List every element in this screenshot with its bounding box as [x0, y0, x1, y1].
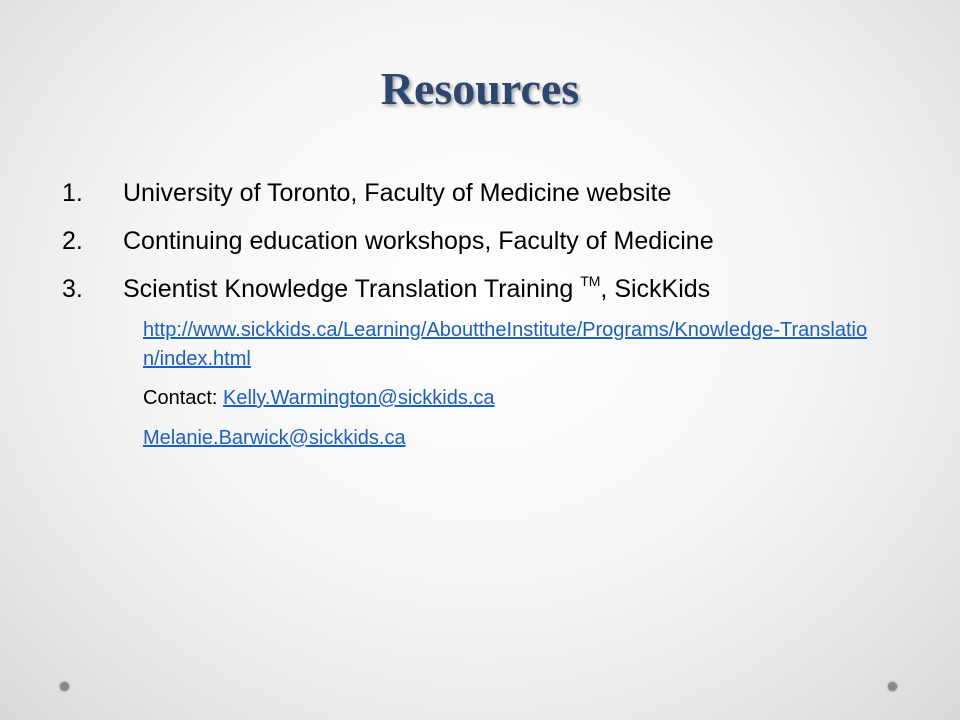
- contact-email-link-2[interactable]: Melanie.Barwick@sickkids.ca: [143, 427, 406, 449]
- item-text-suffix: , SickKids: [600, 275, 711, 303]
- trademark-superscript: TM: [580, 273, 601, 289]
- decorative-dot-left: [60, 682, 69, 691]
- list-item: [62, 224, 922, 272]
- program-link[interactable]: http://www.sickkids.ca/Learning/AbouttheInstitute/Programs/Knowledge-Translation/index.html: [143, 319, 868, 370]
- item-text: Scientist Knowledge Translation Training: [123, 275, 581, 303]
- item-text-wrapper: [123, 272, 710, 309]
- list-item: [62, 272, 922, 320]
- item-number: 1.: [62, 179, 83, 207]
- contact-email-link-1[interactable]: Kelly.Warmington@sickkids.ca: [223, 387, 495, 409]
- item-text: Continuing education workshops, Faculty of Medicine: [123, 227, 714, 255]
- slide-title: Resources: [380, 63, 580, 114]
- contact-label: Contact:: [143, 387, 224, 409]
- decorative-dot-right: [888, 682, 897, 691]
- list-item: [62, 176, 922, 224]
- contact-line: [143, 384, 495, 412]
- item-number: 3.: [62, 275, 83, 303]
- contact-line-2: [143, 424, 406, 452]
- program-link-container: [143, 316, 883, 374]
- resource-list: [62, 176, 922, 320]
- item-number: 2.: [62, 227, 83, 255]
- item-text: University of Toronto, Faculty of Medicine website: [123, 179, 672, 207]
